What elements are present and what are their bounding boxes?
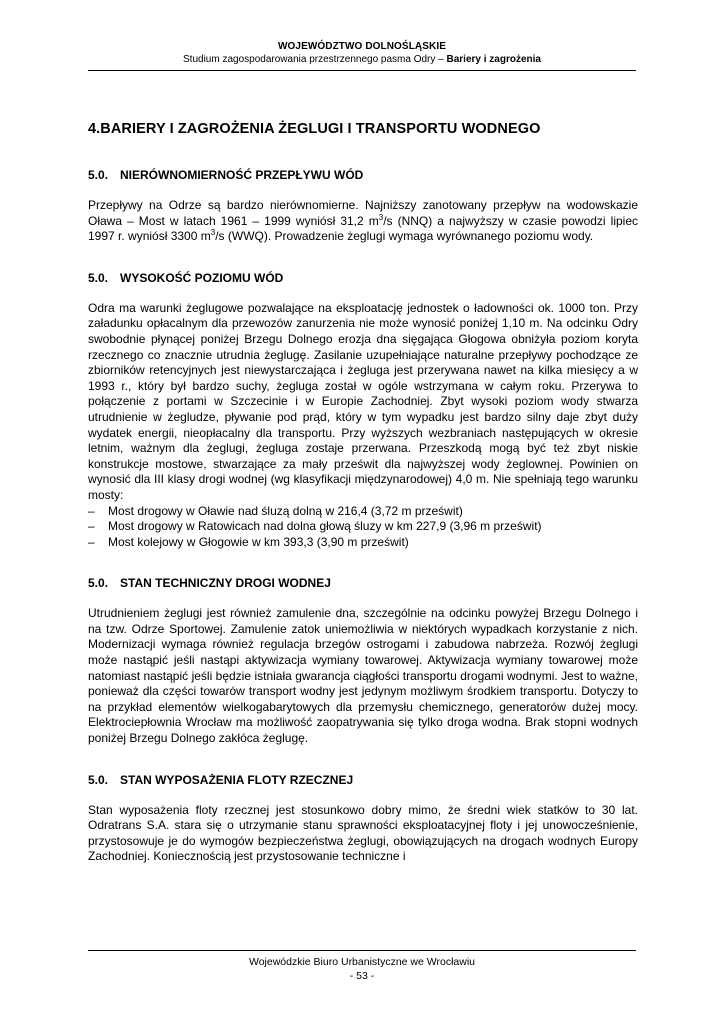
page-number: - 53 - xyxy=(349,970,375,982)
header-subtitle-bold: Bariery i zagrożenia xyxy=(446,54,541,65)
header-subtitle xyxy=(88,53,636,66)
header-title: WOJEWÓDZTWO DOLNOŚLĄSKIE xyxy=(278,41,446,52)
paragraph-part: /s (WWQ). Prowadzenie żeglugi wymaga wyrównanego poziomu wody. xyxy=(215,229,594,244)
section-paragraph xyxy=(88,198,638,245)
section-heading-text: NIERÓWNOMIERNOŚĆ PRZEPŁYWU WÓD xyxy=(120,168,364,182)
paragraph-part: Przepływy na Odrze są bardzo nierównomierne. Najniższy zanotowany przepływ na wodowskazie Oława – Most w latach 1961 – 1999 wyniósł 31,2 m xyxy=(88,198,638,228)
bullet-dash: – xyxy=(88,519,95,534)
section-heading-text: STAN TECHNICZNY DROGI WODNEJ xyxy=(120,576,331,591)
list-item xyxy=(88,519,638,535)
superscript: 3 xyxy=(378,212,384,222)
page-footer xyxy=(88,955,636,983)
footer-divider xyxy=(88,950,636,951)
section-heading-text: WYSOKOŚĆ POZIOMU WÓD xyxy=(120,270,284,285)
chapter-title: 4.BARIERY I ZAGROŻENIA ŻEGLUGI I TRANSPORTU WODNEGO xyxy=(88,121,541,137)
section-number: 5.0. xyxy=(88,168,109,182)
page-header xyxy=(88,40,636,66)
list-item-text: Most drogowy w Oławie nad śluzą dolną w 216,4 (3,72 m prześwit) xyxy=(108,503,463,518)
section-heading xyxy=(88,773,638,788)
section-number: 5.0. xyxy=(88,576,109,591)
section-paragraph: Utrudnieniem żeglugi jest również zamulenie dna, szczególnie na odcinku powyżej Brzegu Dolnego i na tzw. Odrze Sportowej. Zamulenie zatok uniemożliwia w niektórych wypadkach korzystanie z nich. Modernizacji wymaga również regulacja brzegów ostrogami i zabudowa nabrzeża. Rozwój żeglugi może nastąpić jeśli nastąpi aktywizacja wymiany towarowej. Aktywizacja wymiany towarowej może natomiast nastąpić jeśli będzie istniała gwarancja ciągłości transportu drogami wodnymi. Jest to ważne, ponieważ dla części towarów transport wodny jest jedynym możliwym środkiem transportu. Dotyczy to na przykład elementów wielkogabarytowych dla przemysłu chemicznego, generatorów dużej mocy. Elektrociepłownia Wrocław ma możliwość zaopatrywania się tylko droga wodna. Brak stopni wodnych poniżej Brzegu Dolnego zakłóca żeglugę. xyxy=(88,606,638,746)
header-subtitle-prefix: Studium zagospodarowania przestrzennego pasma Odry – xyxy=(183,54,447,65)
bullet-dash: – xyxy=(88,503,95,518)
list-item-text: Most drogowy w Ratowicach nad dolna głową śluzy w km 227,9 (3,96 m prześwit) xyxy=(108,519,542,534)
header-divider xyxy=(88,70,636,71)
list-item-text: Most kolejowy w Głogowie w km 393,3 (3,90 m prześwit) xyxy=(108,534,409,549)
section-number: 5.0. xyxy=(88,772,109,787)
list-item xyxy=(88,504,638,520)
section-paragraph: Stan wyposażenia floty rzecznej jest stosunkowo dobry mimo, że średni wiek statków to 30 lat. Odratrans S.A. stara się o utrzymanie stanu sprawności eksploatacyjnej floty i jej unowocześnienie, przystosowuje je do wymogów bezpieczeństwa żeglugi, obowiązujących na drogach wodnych Europy Zachodniej. Koniecznością jest przystosowanie techniczne i xyxy=(88,802,638,864)
section-flow-irregularity xyxy=(88,168,638,245)
bridge-list xyxy=(88,504,638,551)
section-water-level xyxy=(88,271,638,551)
page-content xyxy=(88,120,638,891)
section-heading xyxy=(88,168,638,183)
bullet-dash: – xyxy=(88,534,95,549)
section-waterway-condition xyxy=(88,576,638,746)
list-item xyxy=(88,535,638,551)
paragraph-part: /s (NNQ) a najwyższy w czasie powodzi lipiec 1997 r. wyniósł 3300 m xyxy=(88,213,638,244)
footer-institution: Wojewódzkie Biuro Urbanistyczne we Wrocławiu xyxy=(248,956,476,968)
section-fleet-equipment xyxy=(88,773,638,865)
superscript: 3 xyxy=(210,228,216,238)
section-heading-text: STAN WYPOSAŻENIA FLOTY RZECZNEJ xyxy=(120,772,354,787)
section-paragraph: Odra ma warunki żeglugowe pozwalające na eksploatację jednostek o ładowności ok. 1000 ton. Przy załadunku opłacalnym dla przewozów zanurzenia nie może wynosić poniżej 1,10 m. Na odcinku Odry swobodnie płynącej poniżej Brzegu Dolnego erozja dna sięgająca Głogowa obniżyła poziom koryta rzecznego co znacznie utrudnia żeglugę. Zasilanie uzupełniające naturalne przepływy pochodzące ze zbiorników retencyjnych jest niewystarczająca i żegluga jest przerywana nawet na kilka miesięcy a w 1993 r., który był bardzo suchy, żegluga został w ogóle wstrzymana w całym roku. Przerywa to połączenie z portami w Szczecinie i w Europie Zachodniej. Zbyt wysoki poziom wody stwarza utrudnienie w żegludze, pływanie pod prąd, który w tym wypadku jest bardzo silny daje zbyt duży wydatek energii, nieopłacalny dla transportu. Przy wyższych wezbraniach następujących w okresie letnim, ważnym dla żeglugi, żegluga zostaje przerwana. Przeszkodą mogą być też zbyt niskie konstrukcje mostowe, stwarzające za mały prześwit dla najwyższej wody żeglownej. Powinien on wynosić dla III klasy drogi wodnej (wg klasyfikacji międzynarodowej) 4,0 m. Nie spełniają tego warunku mosty: xyxy=(88,300,638,502)
section-heading xyxy=(88,576,638,591)
section-heading xyxy=(88,271,638,286)
section-number: 5.0. xyxy=(88,270,109,285)
